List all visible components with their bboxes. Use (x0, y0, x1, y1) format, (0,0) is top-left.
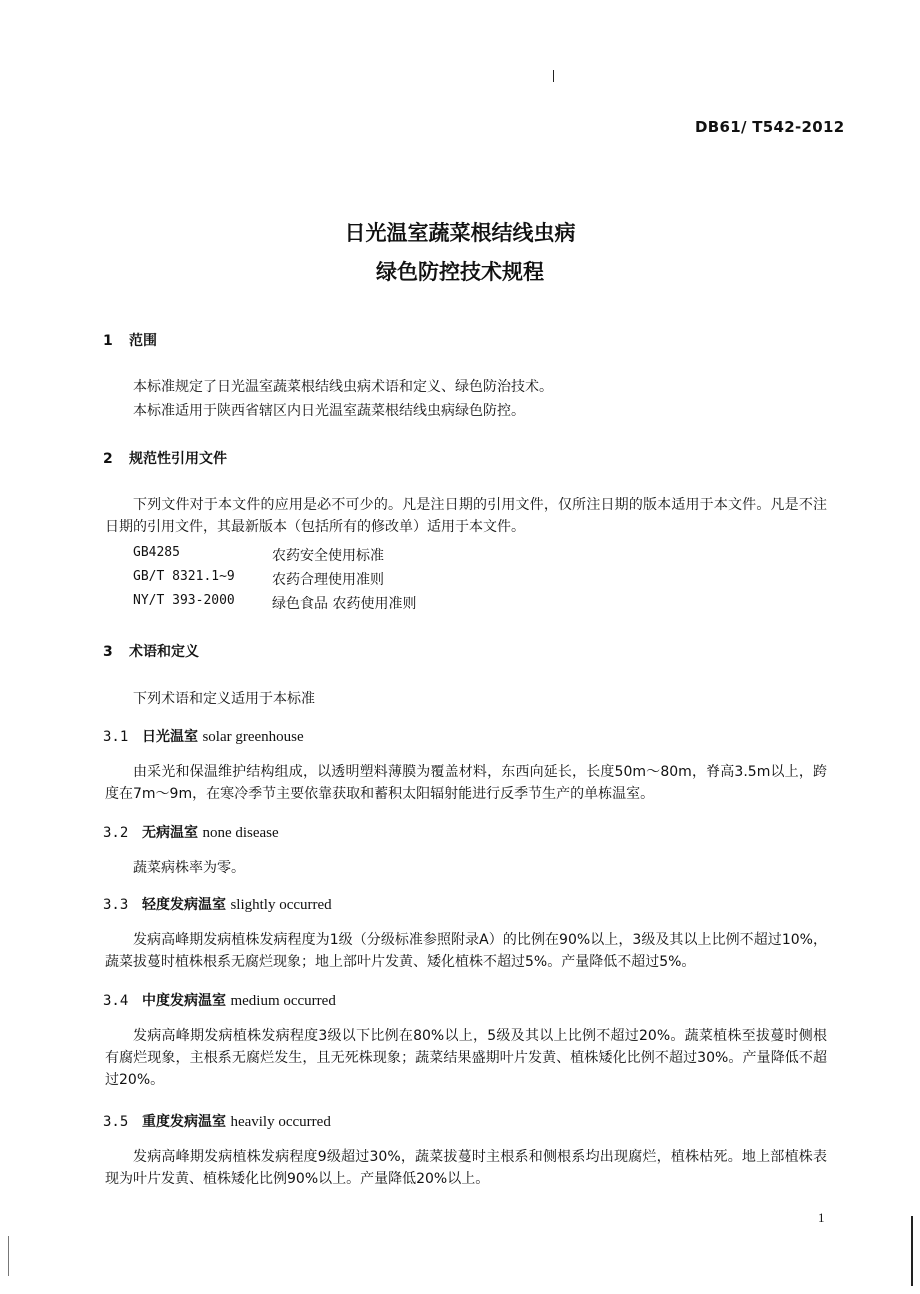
term-chinese: 轻度发病温室 (142, 897, 226, 913)
reference-title: 农药安全使用标准 (272, 548, 384, 564)
title-line-1: 日光温室蔬菜根结线虫病 (344, 221, 576, 245)
section-title: 规范性引用文件 (129, 451, 227, 467)
section-3-heading (103, 641, 199, 661)
term-number: 3.5 (103, 1114, 129, 1130)
term-heading (103, 1111, 331, 1131)
term-number: 3.4 (103, 993, 129, 1009)
term-chinese: 中度发病温室 (142, 993, 226, 1009)
section-1-paragraph-1: 本标准规定了日光温室蔬菜根结线虫病术语和定义、绿色防治技术。 (133, 379, 553, 395)
reference-title: 农药合理使用准则 (272, 572, 384, 588)
section-2-paragraph: 下列文件对于本文件的应用是必不可少的。凡是注日期的引用文件，仅所注日期的版本适用于本文件。凡是不注日期的引用文件，其最新版本（包括所有的修改单）适用于本文件。 (105, 497, 827, 535)
term-chinese: 无病温室 (142, 825, 198, 841)
term-chinese: 日光温室 (142, 729, 198, 745)
section-1-paragraph-2: 本标准适用于陕西省辖区内日光温室蔬菜根结线虫病绿色防控。 (133, 403, 525, 419)
term-heading (103, 822, 279, 842)
term-heading (103, 726, 304, 746)
document-number: DB61/ T542-2012 (695, 118, 845, 136)
term-heading (103, 990, 336, 1010)
term-english: solar greenhouse (202, 729, 304, 745)
section-number: 2 (103, 451, 113, 467)
term-number: 3.3 (103, 897, 129, 913)
term-definition: 由采光和保温维护结构组成，以透明塑料薄膜为覆盖材料，东西向延长，长度50m～80m，脊高3.5m以上，跨度在7m～9m，在寒冷季节主要依靠获取和蓄积太阳辐射能进行反季节生产的单栋温室。 (105, 764, 827, 802)
reference-code: GB/T 8321.1~9 (133, 569, 235, 584)
reference-code: GB4285 (133, 545, 180, 560)
term-number: 3.1 (103, 729, 129, 745)
term-number: 3.2 (103, 825, 129, 841)
page-number: 1 (818, 1210, 825, 1225)
term-english: medium occurred (230, 993, 336, 1009)
title-line-2: 绿色防控技术规程 (376, 260, 544, 284)
section-1-heading (103, 330, 157, 350)
section-3-intro: 下列术语和定义适用于本标准 (133, 691, 315, 707)
term-heading (103, 894, 332, 914)
term-english: none disease (202, 825, 279, 841)
term-definition: 蔬菜病株率为零。 (133, 860, 245, 876)
section-number: 3 (103, 644, 113, 660)
term-definition: 发病高峰期发病植株发病程度为1级（分级标准参照附录A）的比例在90%以上，3级及其以上比例不超过10%，蔬菜拔蔓时植株根系无腐烂现象；地上部叶片发黄、矮化植株不超过5%。产量降低不超过5%。 (105, 932, 827, 970)
reference-title: 绿色食品 农药使用准则 (272, 596, 417, 612)
term-english: heavily occurred (230, 1114, 331, 1130)
scan-edge-line (911, 1216, 913, 1286)
term-english: slightly occurred (230, 897, 332, 913)
term-chinese: 重度发病温室 (142, 1114, 226, 1130)
section-title: 术语和定义 (129, 644, 199, 660)
term-definition: 发病高峰期发病植株发病程度3级以下比例在80%以上，5级及其以上比例不超过20%。蔬菜植株至拔蔓时侧根有腐烂现象，主根系无腐烂发生，且无死株现象；蔬菜结果盛期叶片发黄、植株矮化比例不超过30%。产量降低不超过20%。 (105, 1028, 827, 1088)
section-title: 范围 (129, 333, 157, 349)
section-2-heading (103, 448, 227, 468)
scan-edge-line (8, 1236, 9, 1276)
term-definition: 发病高峰期发病植株发病程度9级超过30%，蔬菜拔蔓时主根系和侧根系均出现腐烂，植株枯死。地上部植株表现为叶片发黄、植株矮化比例90%以上。产量降低20%以上。 (105, 1149, 827, 1187)
scan-artifact (553, 70, 554, 82)
section-number: 1 (103, 333, 113, 349)
reference-code: NY/T 393-2000 (133, 593, 235, 608)
